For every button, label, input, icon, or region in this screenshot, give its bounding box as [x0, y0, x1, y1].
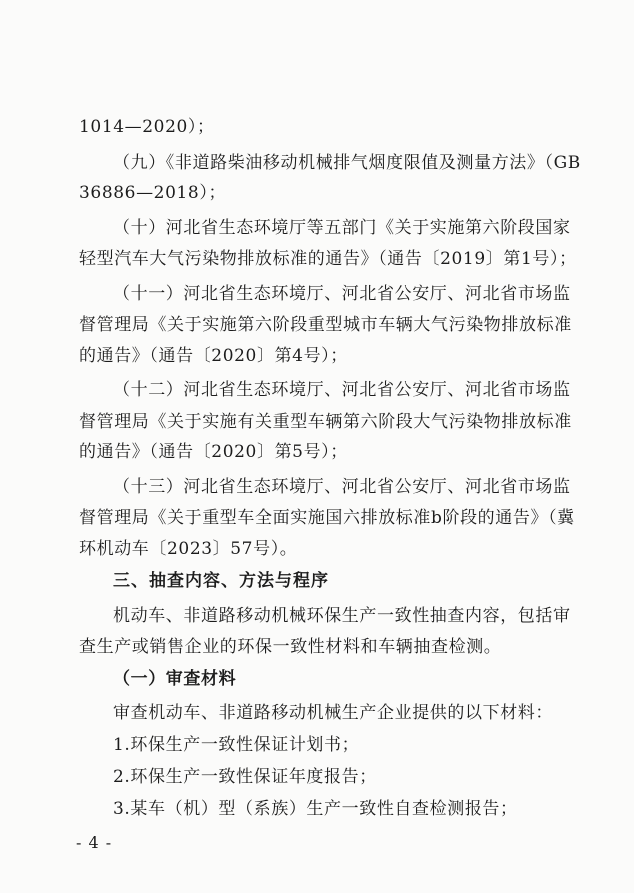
- text-line: （九）《非道路柴油移动机械排气烟度限值及测量方法》（GB: [113, 153, 581, 173]
- text-line: 查生产或销售企业的环保一致性材料和车辆抽查检测。: [79, 637, 502, 657]
- text-line: （十）河北省生态环境厅等五部门《关于实施第六阶段国家: [113, 218, 571, 238]
- list-item: 3.某车（机）型（系族）生产一致性自查检测报告；: [113, 799, 518, 819]
- text-line: （十一）河北省生态环境厅、河北省公安厅、河北省市场监: [113, 284, 571, 304]
- text-line: 督管理局《关于重型车全面实施国六排放标准b阶段的通告》（冀: [79, 508, 575, 528]
- text-line: 的通告》（通告〔2020〕第4号）；: [79, 346, 348, 366]
- text-line: 审查机动车、非道路移动机械生产企业提供的以下材料：: [113, 703, 553, 723]
- section-heading: 三、抽查内容、方法与程序: [113, 571, 329, 591]
- text-line: （十二）河北省生态环境厅、河北省公安厅、河北省市场监: [113, 380, 571, 400]
- text-line: 1014—2020）；: [79, 117, 215, 137]
- text-line: （十三）河北省生态环境厅、河北省公安厅、河北省市场监: [113, 477, 571, 497]
- text-line: 轻型汽车大气污染物排放标准的通告》（通告〔2019〕第1号）；: [79, 249, 577, 269]
- text-line: 36886—2018）；: [79, 183, 227, 203]
- text-line: 督管理局《关于实施第六阶段重型城市车辆大气污染物排放标准: [79, 315, 572, 335]
- text-line: 机动车、非道路移动机械环保生产一致性抽查内容，包括审: [113, 606, 571, 626]
- page-number: - 4 -: [76, 833, 113, 852]
- list-item: 2.环保生产一致性保证年度报告；: [113, 767, 377, 787]
- list-item: 1.环保生产一致性保证计划书；: [113, 735, 360, 755]
- text-line: 督管理局《关于实施有关重型车辆第六阶段大气污染物排放标准: [79, 412, 572, 432]
- text-line: 环机动车〔2023〕57号）。: [79, 539, 298, 559]
- subsection-heading: （一）审查材料: [113, 669, 237, 689]
- text-line: 的通告》（通告〔2020〕第5号）；: [79, 442, 348, 462]
